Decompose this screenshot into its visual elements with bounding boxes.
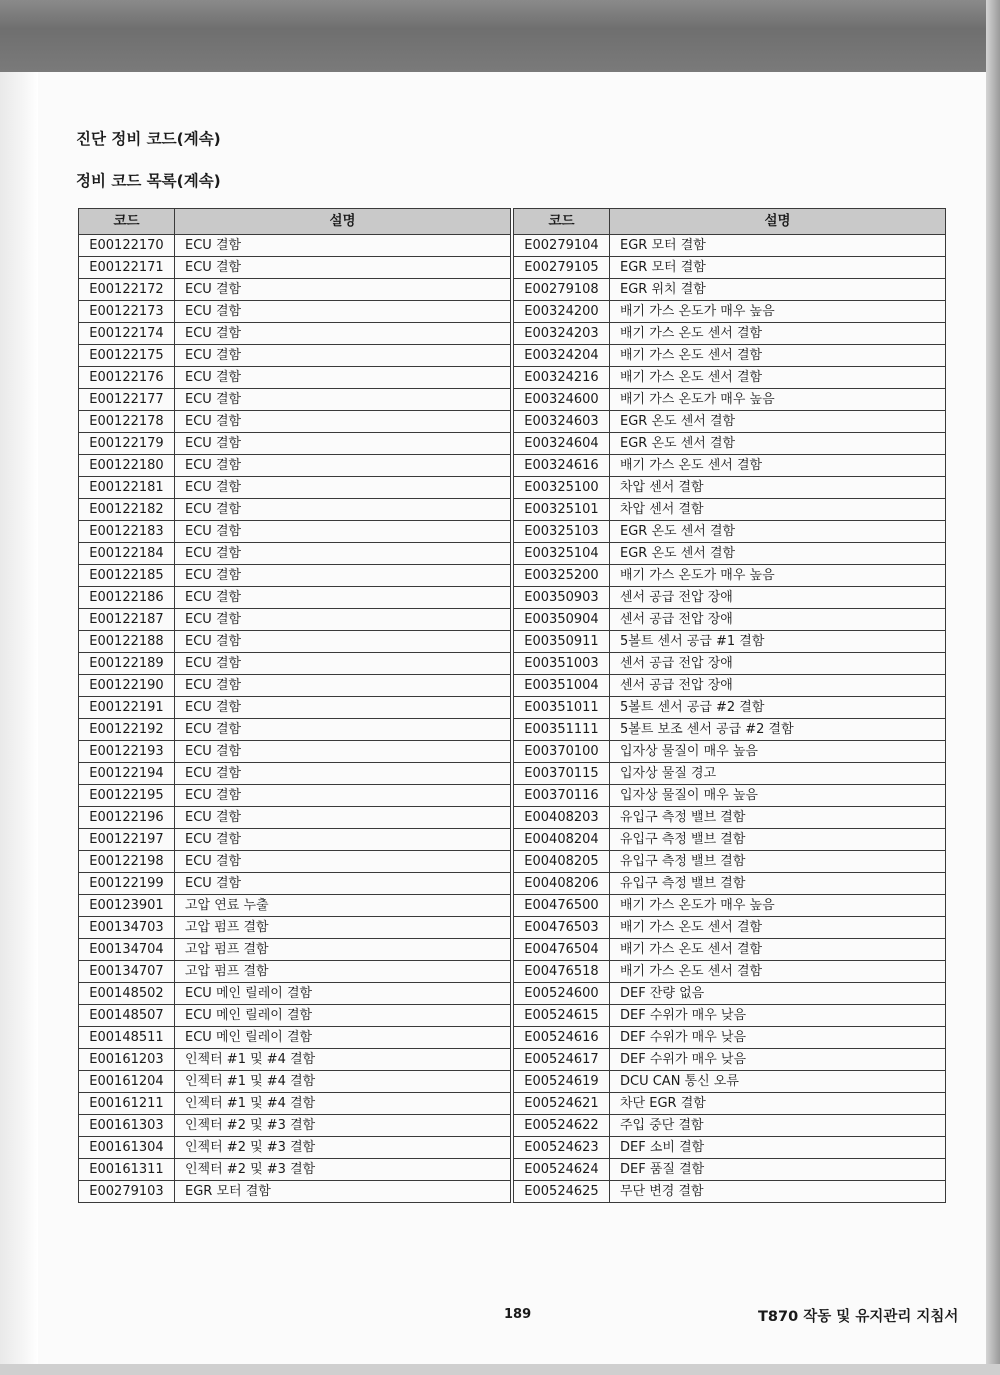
description-cell: ECU 결함: [175, 785, 511, 807]
table-row: [79, 455, 511, 477]
code-cell: E00161211: [79, 1093, 175, 1115]
description-cell: ECU 결함: [175, 631, 511, 653]
description-cell: 5볼트 센서 공급 #2 결함: [610, 697, 946, 719]
table-row: [514, 323, 946, 345]
table-row: [79, 917, 511, 939]
code-cell: E00325103: [514, 521, 610, 543]
code-cell: E00134703: [79, 917, 175, 939]
code-cell: E00351003: [514, 653, 610, 675]
table-row: [79, 477, 511, 499]
table-row: [79, 741, 511, 763]
description-cell: ECU 결함: [175, 873, 511, 895]
description-cell: 배기 가스 온도 센서 결함: [610, 323, 946, 345]
description-cell: 인젝터 #1 및 #4 결함: [175, 1071, 511, 1093]
code-cell: E00123901: [79, 895, 175, 917]
description-cell: ECU 결함: [175, 851, 511, 873]
description-cell: ECU 결함: [175, 521, 511, 543]
table-row: [514, 631, 946, 653]
description-cell: DEF 수위가 매우 낮음: [610, 1049, 946, 1071]
code-cell: E00325101: [514, 499, 610, 521]
description-cell: 고압 연료 누출: [175, 895, 511, 917]
code-cell: E00279105: [514, 257, 610, 279]
table-row: [514, 939, 946, 961]
table-row: [79, 1027, 511, 1049]
description-cell: 센서 공급 전압 장애: [610, 587, 946, 609]
table-row: [79, 565, 511, 587]
code-cell: E00134707: [79, 961, 175, 983]
description-cell: 센서 공급 전압 장애: [610, 609, 946, 631]
table-row: [514, 785, 946, 807]
table-row: [79, 807, 511, 829]
description-cell: ECU 결함: [175, 829, 511, 851]
description-cell: 배기 가스 온도 센서 결함: [610, 961, 946, 983]
description-cell: ECU 메인 릴레이 결함: [175, 983, 511, 1005]
table-row: [514, 961, 946, 983]
code-cell: E00122188: [79, 631, 175, 653]
code-cell: E00122184: [79, 543, 175, 565]
table-row: [514, 565, 946, 587]
code-cell: E00408206: [514, 873, 610, 895]
code-cell: E00122175: [79, 345, 175, 367]
code-cell: E00476518: [514, 961, 610, 983]
table-row: [79, 1005, 511, 1027]
subsection-title: 정비 코드 목록(계속): [76, 172, 221, 190]
code-cell: E00122179: [79, 433, 175, 455]
code-cell: E00324616: [514, 455, 610, 477]
table-row: [79, 1159, 511, 1181]
code-cell: E00122174: [79, 323, 175, 345]
description-cell: 배기 가스 온도 센서 결함: [610, 917, 946, 939]
description-cell: 5볼트 센서 공급 #1 결함: [610, 631, 946, 653]
description-cell: EGR 온도 센서 결함: [610, 543, 946, 565]
table-row: [514, 411, 946, 433]
description-cell: DEF 품질 결함: [610, 1159, 946, 1181]
description-cell: ECU 결함: [175, 367, 511, 389]
description-cell: DCU CAN 통신 오류: [610, 1071, 946, 1093]
table-row: [79, 1093, 511, 1115]
table-header-row: [514, 209, 946, 235]
table-row: [79, 1181, 511, 1203]
code-cell: E00122171: [79, 257, 175, 279]
description-cell: ECU 결함: [175, 433, 511, 455]
code-cell: E00122195: [79, 785, 175, 807]
page-number: 189: [504, 1307, 532, 1322]
description-cell: 차압 센서 결함: [610, 477, 946, 499]
description-cell: ECU 결함: [175, 697, 511, 719]
code-cell: E00524622: [514, 1115, 610, 1137]
table-row: [514, 763, 946, 785]
description-cell: ECU 결함: [175, 543, 511, 565]
table-row: [514, 1137, 946, 1159]
description-cell: 배기 가스 온도 센서 결함: [610, 455, 946, 477]
table-row: [79, 301, 511, 323]
column-header-description: 설명: [175, 209, 511, 235]
table-row: [514, 851, 946, 873]
description-cell: ECU 결함: [175, 741, 511, 763]
table-row: [79, 433, 511, 455]
code-cell: E00122193: [79, 741, 175, 763]
code-cell: E00370100: [514, 741, 610, 763]
code-cell: E00524624: [514, 1159, 610, 1181]
code-cell: E00324204: [514, 345, 610, 367]
code-cell: E00408205: [514, 851, 610, 873]
code-cell: E00524619: [514, 1071, 610, 1093]
table-row: [79, 543, 511, 565]
table-row: [79, 609, 511, 631]
code-cell: E00122176: [79, 367, 175, 389]
description-cell: 고압 펌프 결함: [175, 917, 511, 939]
table-row: [514, 1115, 946, 1137]
code-cell: E00134704: [79, 939, 175, 961]
code-cell: E00122183: [79, 521, 175, 543]
table-row: [79, 895, 511, 917]
code-cell: E00408204: [514, 829, 610, 851]
code-cell: E00524625: [514, 1181, 610, 1203]
table-row: [514, 609, 946, 631]
code-cell: E00122189: [79, 653, 175, 675]
code-cell: E00324603: [514, 411, 610, 433]
table-header-row: [79, 209, 511, 235]
table-row: [79, 389, 511, 411]
scan-left-shadow: [0, 72, 38, 1375]
description-cell: DEF 잔량 없음: [610, 983, 946, 1005]
code-cell: E00324600: [514, 389, 610, 411]
description-cell: ECU 결함: [175, 609, 511, 631]
description-cell: EGR 위치 결함: [610, 279, 946, 301]
description-cell: ECU 메인 릴레이 결함: [175, 1027, 511, 1049]
table-row: [514, 873, 946, 895]
table-row: [79, 1115, 511, 1137]
table-row: [79, 851, 511, 873]
description-cell: 배기 가스 온도가 매우 높음: [610, 895, 946, 917]
description-cell: EGR 모터 결함: [175, 1181, 511, 1203]
description-cell: 고압 펌프 결함: [175, 961, 511, 983]
description-cell: 센서 공급 전압 장애: [610, 675, 946, 697]
code-cell: E00279104: [514, 235, 610, 257]
code-cell: E00524616: [514, 1027, 610, 1049]
code-cell: E00279108: [514, 279, 610, 301]
code-cell: E00324216: [514, 367, 610, 389]
table-row: [514, 1159, 946, 1181]
description-cell: 주입 중단 결함: [610, 1115, 946, 1137]
table-row: [514, 807, 946, 829]
code-cell: E00524615: [514, 1005, 610, 1027]
code-cell: E00122185: [79, 565, 175, 587]
code-cell: E00122196: [79, 807, 175, 829]
scan-bottom-edge: [0, 1364, 1000, 1375]
description-cell: ECU 결함: [175, 411, 511, 433]
description-cell: ECU 메인 릴레이 결함: [175, 1005, 511, 1027]
table-row: [514, 433, 946, 455]
column-header-code: 코드: [514, 209, 610, 235]
table-row: [79, 675, 511, 697]
table-row: [514, 983, 946, 1005]
table-row: [79, 235, 511, 257]
code-cell: E00122190: [79, 675, 175, 697]
code-cell: E00476503: [514, 917, 610, 939]
description-cell: 유입구 측정 밸브 결함: [610, 807, 946, 829]
code-cell: E00148507: [79, 1005, 175, 1027]
description-cell: ECU 결함: [175, 477, 511, 499]
description-cell: ECU 결함: [175, 345, 511, 367]
code-cell: E00325100: [514, 477, 610, 499]
code-cell: E00524600: [514, 983, 610, 1005]
table-row: [79, 411, 511, 433]
code-cell: E00122191: [79, 697, 175, 719]
code-cell: E00122194: [79, 763, 175, 785]
description-cell: ECU 결함: [175, 763, 511, 785]
description-cell: 인젝터 #1 및 #4 결함: [175, 1049, 511, 1071]
code-cell: E00325104: [514, 543, 610, 565]
description-cell: 배기 가스 온도가 매우 높음: [610, 389, 946, 411]
code-cell: E00122186: [79, 587, 175, 609]
table-row: [514, 895, 946, 917]
table-row: [514, 499, 946, 521]
code-cell: E00350904: [514, 609, 610, 631]
code-cell: E00122182: [79, 499, 175, 521]
table-row: [79, 763, 511, 785]
code-cell: E00476500: [514, 895, 610, 917]
column-header-description: 설명: [610, 209, 946, 235]
code-cell: E00476504: [514, 939, 610, 961]
table-row: [79, 873, 511, 895]
description-cell: 5볼트 보조 센서 공급 #2 결함: [610, 719, 946, 741]
description-cell: 인젝터 #1 및 #4 결함: [175, 1093, 511, 1115]
description-cell: DEF 수위가 매우 낮음: [610, 1027, 946, 1049]
code-cell: E00122173: [79, 301, 175, 323]
code-cell: E00122178: [79, 411, 175, 433]
code-cell: E00148502: [79, 983, 175, 1005]
code-cell: E00351111: [514, 719, 610, 741]
table-row: [514, 917, 946, 939]
description-cell: ECU 결함: [175, 675, 511, 697]
table-row: [514, 675, 946, 697]
code-cell: E00161303: [79, 1115, 175, 1137]
description-cell: ECU 결함: [175, 455, 511, 477]
code-cell: E00161311: [79, 1159, 175, 1181]
section-title: 진단 정비 코드(계속): [76, 130, 221, 148]
table-row: [514, 455, 946, 477]
description-cell: EGR 온도 센서 결함: [610, 433, 946, 455]
code-cell: E00524621: [514, 1093, 610, 1115]
table-row: [514, 235, 946, 257]
code-table-right: [513, 208, 946, 1203]
code-cell: E00279103: [79, 1181, 175, 1203]
code-cell: E00350903: [514, 587, 610, 609]
column-header-code: 코드: [79, 209, 175, 235]
table-row: [79, 631, 511, 653]
table-row: [514, 829, 946, 851]
code-cell: E00324604: [514, 433, 610, 455]
table-row: [514, 1027, 946, 1049]
code-cell: E00122199: [79, 873, 175, 895]
table-row: [514, 1181, 946, 1203]
code-cell: E00122180: [79, 455, 175, 477]
description-cell: EGR 온도 센서 결함: [610, 521, 946, 543]
table-row: [79, 257, 511, 279]
table-row: [79, 1137, 511, 1159]
table-row: [79, 345, 511, 367]
code-cell: E00524623: [514, 1137, 610, 1159]
table-row: [514, 279, 946, 301]
table-row: [514, 741, 946, 763]
code-cell: E00524617: [514, 1049, 610, 1071]
description-cell: 차단 EGR 결함: [610, 1093, 946, 1115]
description-cell: EGR 모터 결함: [610, 257, 946, 279]
description-cell: 배기 가스 온도가 매우 높음: [610, 565, 946, 587]
table-row: [79, 939, 511, 961]
table-row: [514, 1071, 946, 1093]
code-cell: E00370115: [514, 763, 610, 785]
code-cell: E00122198: [79, 851, 175, 873]
table-row: [79, 1071, 511, 1093]
table-row: [514, 521, 946, 543]
description-cell: ECU 결함: [175, 323, 511, 345]
code-cell: E00370116: [514, 785, 610, 807]
code-cell: E00148511: [79, 1027, 175, 1049]
description-cell: 입자상 물질이 매우 높음: [610, 785, 946, 807]
description-cell: ECU 결함: [175, 301, 511, 323]
code-cell: E00325200: [514, 565, 610, 587]
code-cell: E00122187: [79, 609, 175, 631]
code-cell: E00122177: [79, 389, 175, 411]
description-cell: 무단 변경 결함: [610, 1181, 946, 1203]
description-cell: 유입구 측정 밸브 결함: [610, 873, 946, 895]
description-cell: 입자상 물질이 매우 높음: [610, 741, 946, 763]
table-row: [514, 719, 946, 741]
description-cell: EGR 모터 결함: [610, 235, 946, 257]
description-cell: ECU 결함: [175, 719, 511, 741]
table-row: [514, 301, 946, 323]
description-cell: ECU 결함: [175, 653, 511, 675]
description-cell: 인젝터 #2 및 #3 결함: [175, 1159, 511, 1181]
code-cell: E00161304: [79, 1137, 175, 1159]
table-row: [514, 543, 946, 565]
description-cell: ECU 결함: [175, 257, 511, 279]
description-cell: DEF 수위가 매우 낮음: [610, 1005, 946, 1027]
table-row: [79, 961, 511, 983]
description-cell: 센서 공급 전압 장애: [610, 653, 946, 675]
description-cell: 배기 가스 온도 센서 결함: [610, 939, 946, 961]
table-row: [79, 829, 511, 851]
code-cell: E00408203: [514, 807, 610, 829]
description-cell: ECU 결함: [175, 807, 511, 829]
table-row: [79, 587, 511, 609]
table-row: [79, 279, 511, 301]
description-cell: 입자상 물질 경고: [610, 763, 946, 785]
table-row: [79, 653, 511, 675]
table-row: [514, 1005, 946, 1027]
description-cell: ECU 결함: [175, 587, 511, 609]
code-cell: E00161203: [79, 1049, 175, 1071]
table-row: [514, 697, 946, 719]
description-cell: ECU 결함: [175, 389, 511, 411]
table-row: [79, 499, 511, 521]
table-row: [514, 345, 946, 367]
code-table-left: [78, 208, 511, 1203]
description-cell: 배기 가스 온도가 매우 높음: [610, 301, 946, 323]
table-row: [514, 587, 946, 609]
table-body-left: [79, 235, 511, 1203]
code-cell: E00324200: [514, 301, 610, 323]
table-row: [79, 367, 511, 389]
description-cell: ECU 결함: [175, 565, 511, 587]
description-cell: 유입구 측정 밸브 결함: [610, 851, 946, 873]
code-cell: E00324203: [514, 323, 610, 345]
description-cell: 고압 펌프 결함: [175, 939, 511, 961]
description-cell: 인젝터 #2 및 #3 결함: [175, 1137, 511, 1159]
table-row: [79, 983, 511, 1005]
footer-doc-title: T870 작동 및 유지관리 지침서: [758, 1309, 959, 1325]
scan-right-edge: [986, 0, 1000, 1375]
description-cell: 차압 센서 결함: [610, 499, 946, 521]
table-row: [514, 1093, 946, 1115]
scan-top-shadow: [0, 0, 1000, 72]
code-cell: E00122192: [79, 719, 175, 741]
description-cell: 배기 가스 온도 센서 결함: [610, 367, 946, 389]
table-row: [79, 323, 511, 345]
description-cell: ECU 결함: [175, 499, 511, 521]
table-row: [79, 719, 511, 741]
description-cell: ECU 결함: [175, 279, 511, 301]
description-cell: 인젝터 #2 및 #3 결함: [175, 1115, 511, 1137]
code-cell: E00351011: [514, 697, 610, 719]
code-cell: E00122172: [79, 279, 175, 301]
code-cell: E00122170: [79, 235, 175, 257]
code-cell: E00122181: [79, 477, 175, 499]
table-row: [79, 697, 511, 719]
description-cell: ECU 결함: [175, 235, 511, 257]
table-row: [514, 653, 946, 675]
description-cell: EGR 온도 센서 결함: [610, 411, 946, 433]
table-row: [514, 367, 946, 389]
table-row: [79, 785, 511, 807]
table-row: [514, 477, 946, 499]
table-row: [79, 521, 511, 543]
code-cell: E00351004: [514, 675, 610, 697]
code-cell: E00350911: [514, 631, 610, 653]
description-cell: 유입구 측정 밸브 결함: [610, 829, 946, 851]
description-cell: 배기 가스 온도 센서 결함: [610, 345, 946, 367]
table-body-right: [514, 235, 946, 1203]
table-row: [79, 1049, 511, 1071]
table-row: [514, 1049, 946, 1071]
code-cell: E00161204: [79, 1071, 175, 1093]
description-cell: DEF 소비 결함: [610, 1137, 946, 1159]
code-cell: E00122197: [79, 829, 175, 851]
table-row: [514, 257, 946, 279]
table-row: [514, 389, 946, 411]
